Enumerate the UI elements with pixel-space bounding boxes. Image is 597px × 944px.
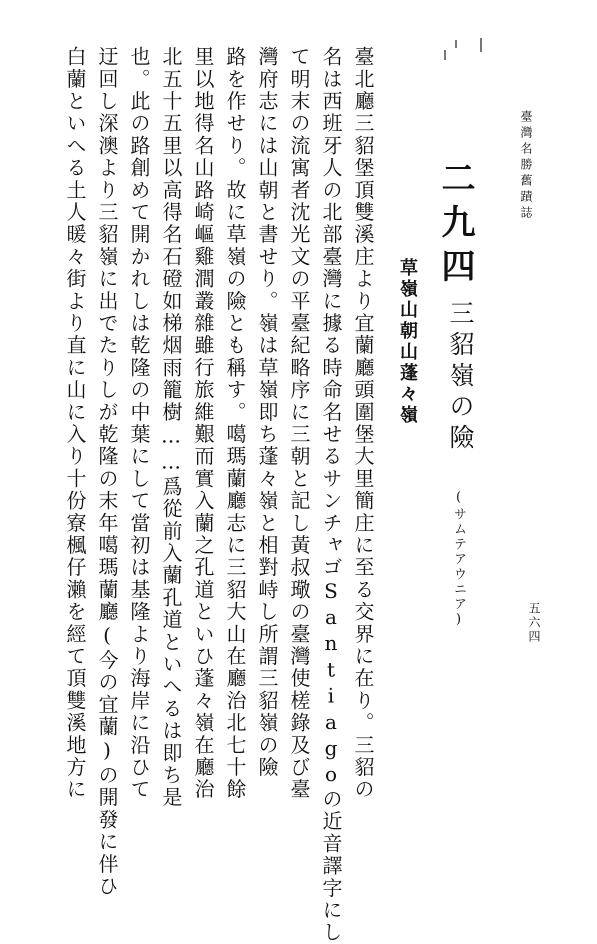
scan-speck: [480, 38, 482, 52]
entry-number: 二九四: [435, 160, 475, 292]
body-column-6: 里以地得名山路崎嶇雞澗叢雜雖行旅維艱而實入蘭之孔道といひ蓬々嶺在廳治: [191, 46, 215, 801]
entry-reading: (サムテアウニア): [451, 490, 466, 629]
body-column-1: 臺北廳三貂堡頂雙溪庄より宜蘭廳頭圍堡大里簡庄に至る交界に在り。三貂の: [351, 46, 375, 801]
entry-subtitle: 草嶺山朝山蓬々嶺: [397, 258, 418, 426]
running-head: 臺灣名勝舊蹟誌: [519, 110, 533, 222]
body-column-7: 北五十五里以高得名石磴如梯烟雨籠樹……爲從前入蘭孔道といへるは即ち是: [159, 46, 183, 809]
page-number: 五六四: [527, 602, 541, 644]
body-column-3: て明末の流寓者沈光文の平臺紀略序に三朝と記し黃叔璥の臺灣使槎錄及び臺: [287, 46, 311, 801]
body-column-10: 白蘭といへる土人暖々街より直に山に入り十份寮楓仔瀨を經て頂雙溪地方に: [63, 46, 87, 801]
scan-speck: [455, 40, 457, 48]
entry-title: 三貂嶺の險: [446, 300, 475, 455]
body-column-5: 路を作せり。故に草嶺の險とも稱す。噶瑪蘭廳志に三貂大山在廳治北七十餘: [223, 46, 247, 801]
body-column-4: 灣府志には山朝と書せり。嶺は草嶺即ち蓬々嶺と相對峙し所謂三貂嶺の險: [255, 46, 279, 779]
body-column-2: 名は西班牙人の北部臺灣に據る時命名せるサンチャゴSantiagoの近音譯字にし: [319, 46, 343, 944]
body-column-9: 迂回し深澳より三貂嶺に出でたりしが乾隆の末年噶瑪蘭廳(今の宜蘭)の開發に伴ひ: [95, 46, 119, 898]
body-column-8: 也。此の路創めて開かれしは乾隆の中葉にして當初は基隆より海岸に沿ひて: [127, 46, 151, 801]
scan-speck: [444, 50, 446, 60]
